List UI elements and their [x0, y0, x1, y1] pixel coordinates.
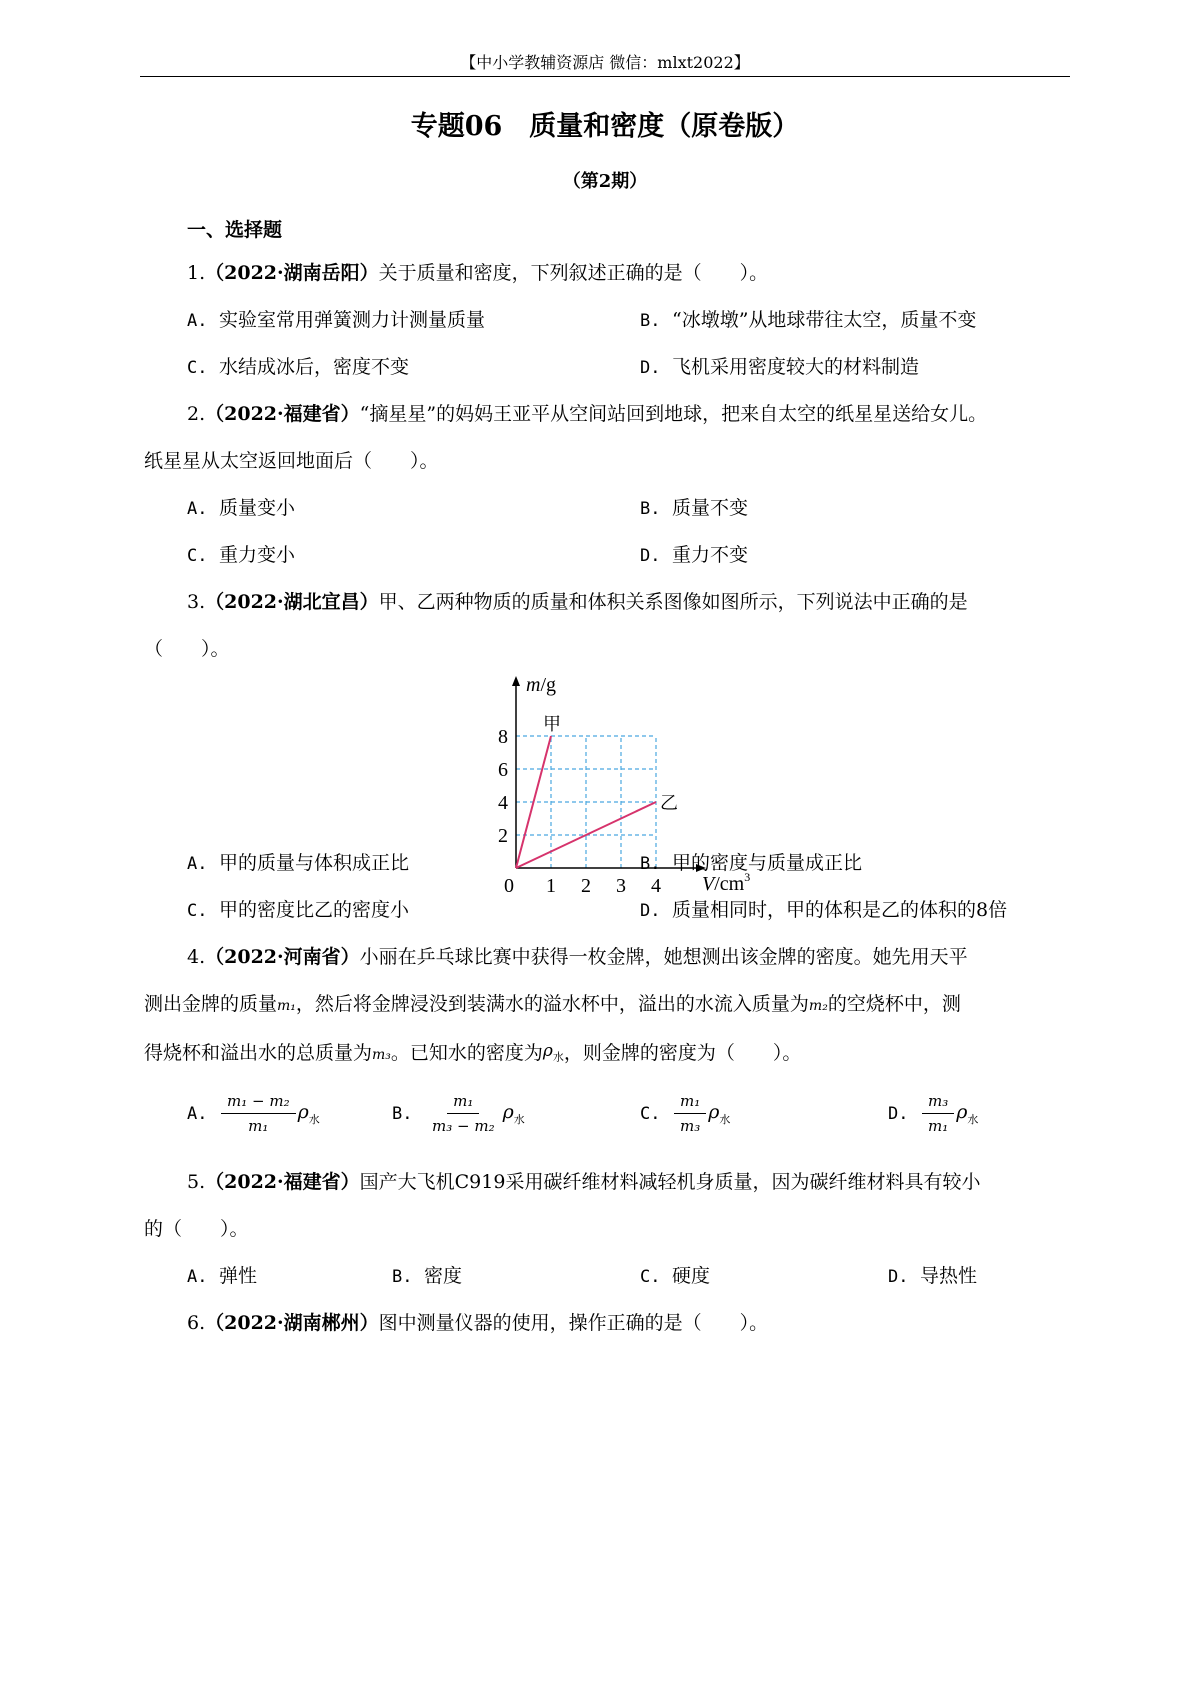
y-axis-label: m/g: [526, 674, 557, 696]
q4-option-a: A. $\frac{\text{m₁ − m₂}}{\text{m₁}}$ $\rho_水$: [187, 1092, 320, 1135]
question-number: 2.: [187, 403, 206, 425]
fraction: $\frac{\text{m₁}}{\text{m₃ − m₂}}$: [432, 1092, 495, 1135]
q3-option-a: A. 甲的质量与体积成正比: [187, 852, 410, 874]
page-header: 【中小学教辅资源店 微信：mlxt2022】: [460, 53, 750, 72]
q5-option-a: A. 弹性: [187, 1265, 258, 1287]
question-stem: 关于质量和密度，下列叙述正确的是（ ）。: [378, 262, 769, 284]
q1-option-a: A. 实验室常用弹簧测力计测量质量: [187, 309, 486, 331]
q4-stem-line-3: 得烧杯和溢出水的总质量为m₃。已知水的密度为$\rho_水$，则金牌的密度为（ ）。: [144, 1041, 802, 1065]
question-1: [187, 259, 768, 287]
q5-option-c: C. 硬度: [640, 1265, 711, 1287]
q3-stem-line-2: （ ）。: [144, 638, 230, 660]
x-tick-label: 3: [616, 875, 626, 897]
question-source: （2022·湖北宜昌）: [205, 591, 379, 613]
var-m3: m₃: [372, 1047, 391, 1064]
document-title: 专题06 质量和密度（原卷版）: [410, 111, 800, 142]
question-stem: 图中测量仪器的使用，操作正确的是（ ）。: [378, 1312, 769, 1334]
q1-option-d: D. 飞机采用密度较大的材料制造: [640, 356, 920, 378]
series-label-yi: 乙: [660, 793, 678, 813]
q4-option-c: C. $\frac{\text{m₁}}{\text{m₃}}$ $\rho_水$: [640, 1092, 731, 1135]
question-5: [187, 1168, 980, 1196]
fraction: $\frac{\text{m₁}}{\text{m₃}}$: [674, 1092, 706, 1135]
y-tick-label: 8: [498, 726, 508, 748]
question-number: 6.: [187, 1312, 206, 1334]
q4-stem-line-2: 测出金牌的质量m₁，然后将金牌浸没到装满水的溢水杯中，溢出的水流入质量为m₂的空烧杯中，测: [144, 993, 961, 1015]
header-rule: [140, 76, 1070, 77]
q3-option-b: B. 甲的密度与质量成正比: [640, 852, 863, 874]
question-3: [187, 588, 968, 616]
section-heading: 一、选择题: [187, 219, 283, 241]
question-number: 3.: [187, 591, 206, 613]
y-tick-label: 6: [498, 759, 508, 781]
question-stem: “摘星星”的妈妈王亚平从空间站回到地球，把来自太空的纸星星送给女儿。: [359, 403, 988, 425]
q4-option-b: B. $\frac{\text{m₁}}{\text{m₃ − m₂}}$ $\rho_水$: [392, 1092, 525, 1135]
chart-grid: [516, 736, 656, 868]
var-m1: m₁: [277, 998, 296, 1014]
y-tick-label: 2: [498, 825, 508, 847]
question-number: 4.: [187, 946, 206, 968]
q3-option-c: C. 甲的密度比乙的密度小: [187, 899, 410, 921]
document-subtitle: （第2期）: [562, 171, 648, 192]
rho-water: $\rho_水$: [542, 1041, 564, 1064]
x-tick-label: 2: [581, 875, 591, 897]
q2-stem-line-2: 纸星星从太空返回地面后（ ）。: [144, 450, 439, 472]
question-6: [187, 1309, 768, 1337]
q4-option-d: D. $\frac{\text{m₃}}{\text{m₁}}$ $\rho_水$: [888, 1092, 979, 1135]
question-stem: 甲、乙两种物质的质量和体积关系图像如图所示，下列说法中正确的是: [378, 591, 968, 613]
question-source: （2022·湖南岳阳）: [205, 262, 379, 284]
q2-option-a: A. 质量变小: [187, 497, 296, 519]
x-tick-label: 4: [651, 875, 661, 897]
question-source: （2022·福建省）: [205, 403, 360, 425]
q2-option-c: C. 重力变小: [187, 544, 296, 566]
q2-option-b: B. 质量不变: [640, 497, 749, 519]
q5-stem-line-2: 的（ ）。: [144, 1218, 249, 1240]
x-tick-label: 1: [546, 875, 556, 897]
series-label-jia: 甲: [543, 714, 561, 734]
question-source: （2022·湖南郴州）: [205, 1312, 379, 1334]
y-tick-label: 4: [498, 792, 508, 814]
q2-option-d: D. 重力不变: [640, 544, 749, 566]
question-4: [187, 943, 968, 971]
question-2: [187, 400, 987, 428]
question-number: 5.: [187, 1171, 206, 1193]
question-stem: 小丽在乒乓球比赛中获得一枚金牌，她想测出该金牌的密度。她先用天平: [359, 946, 968, 968]
origin-label: 0: [504, 875, 514, 897]
question-source: （2022·河南省）: [205, 946, 360, 968]
question-source: （2022·福建省）: [205, 1171, 360, 1193]
q3-option-d: D. 质量相同时，甲的体积是乙的体积的8倍: [640, 899, 1008, 921]
q5-option-d: D. 导热性: [888, 1265, 978, 1287]
q5-option-b: B. 密度: [392, 1265, 463, 1287]
q1-option-c: C. 水结成冰后，密度不变: [187, 356, 410, 378]
fraction: $\frac{\text{m₁ − m₂}}{\text{m₁}}$: [221, 1092, 296, 1135]
question-number: 1.: [187, 262, 206, 284]
question-stem: 国产大飞机C919采用碳纤维材料减轻机身质量，因为碳纤维材料具有较小: [359, 1171, 981, 1193]
x-axis-label: $V/cm^3$: [702, 870, 751, 895]
q1-option-b: B. “冰墩墩”从地球带往太空，质量不变: [640, 309, 977, 331]
fraction: $\frac{\text{m₃}}{\text{m₁}}$: [922, 1092, 954, 1135]
var-m2: m₂: [808, 998, 828, 1014]
